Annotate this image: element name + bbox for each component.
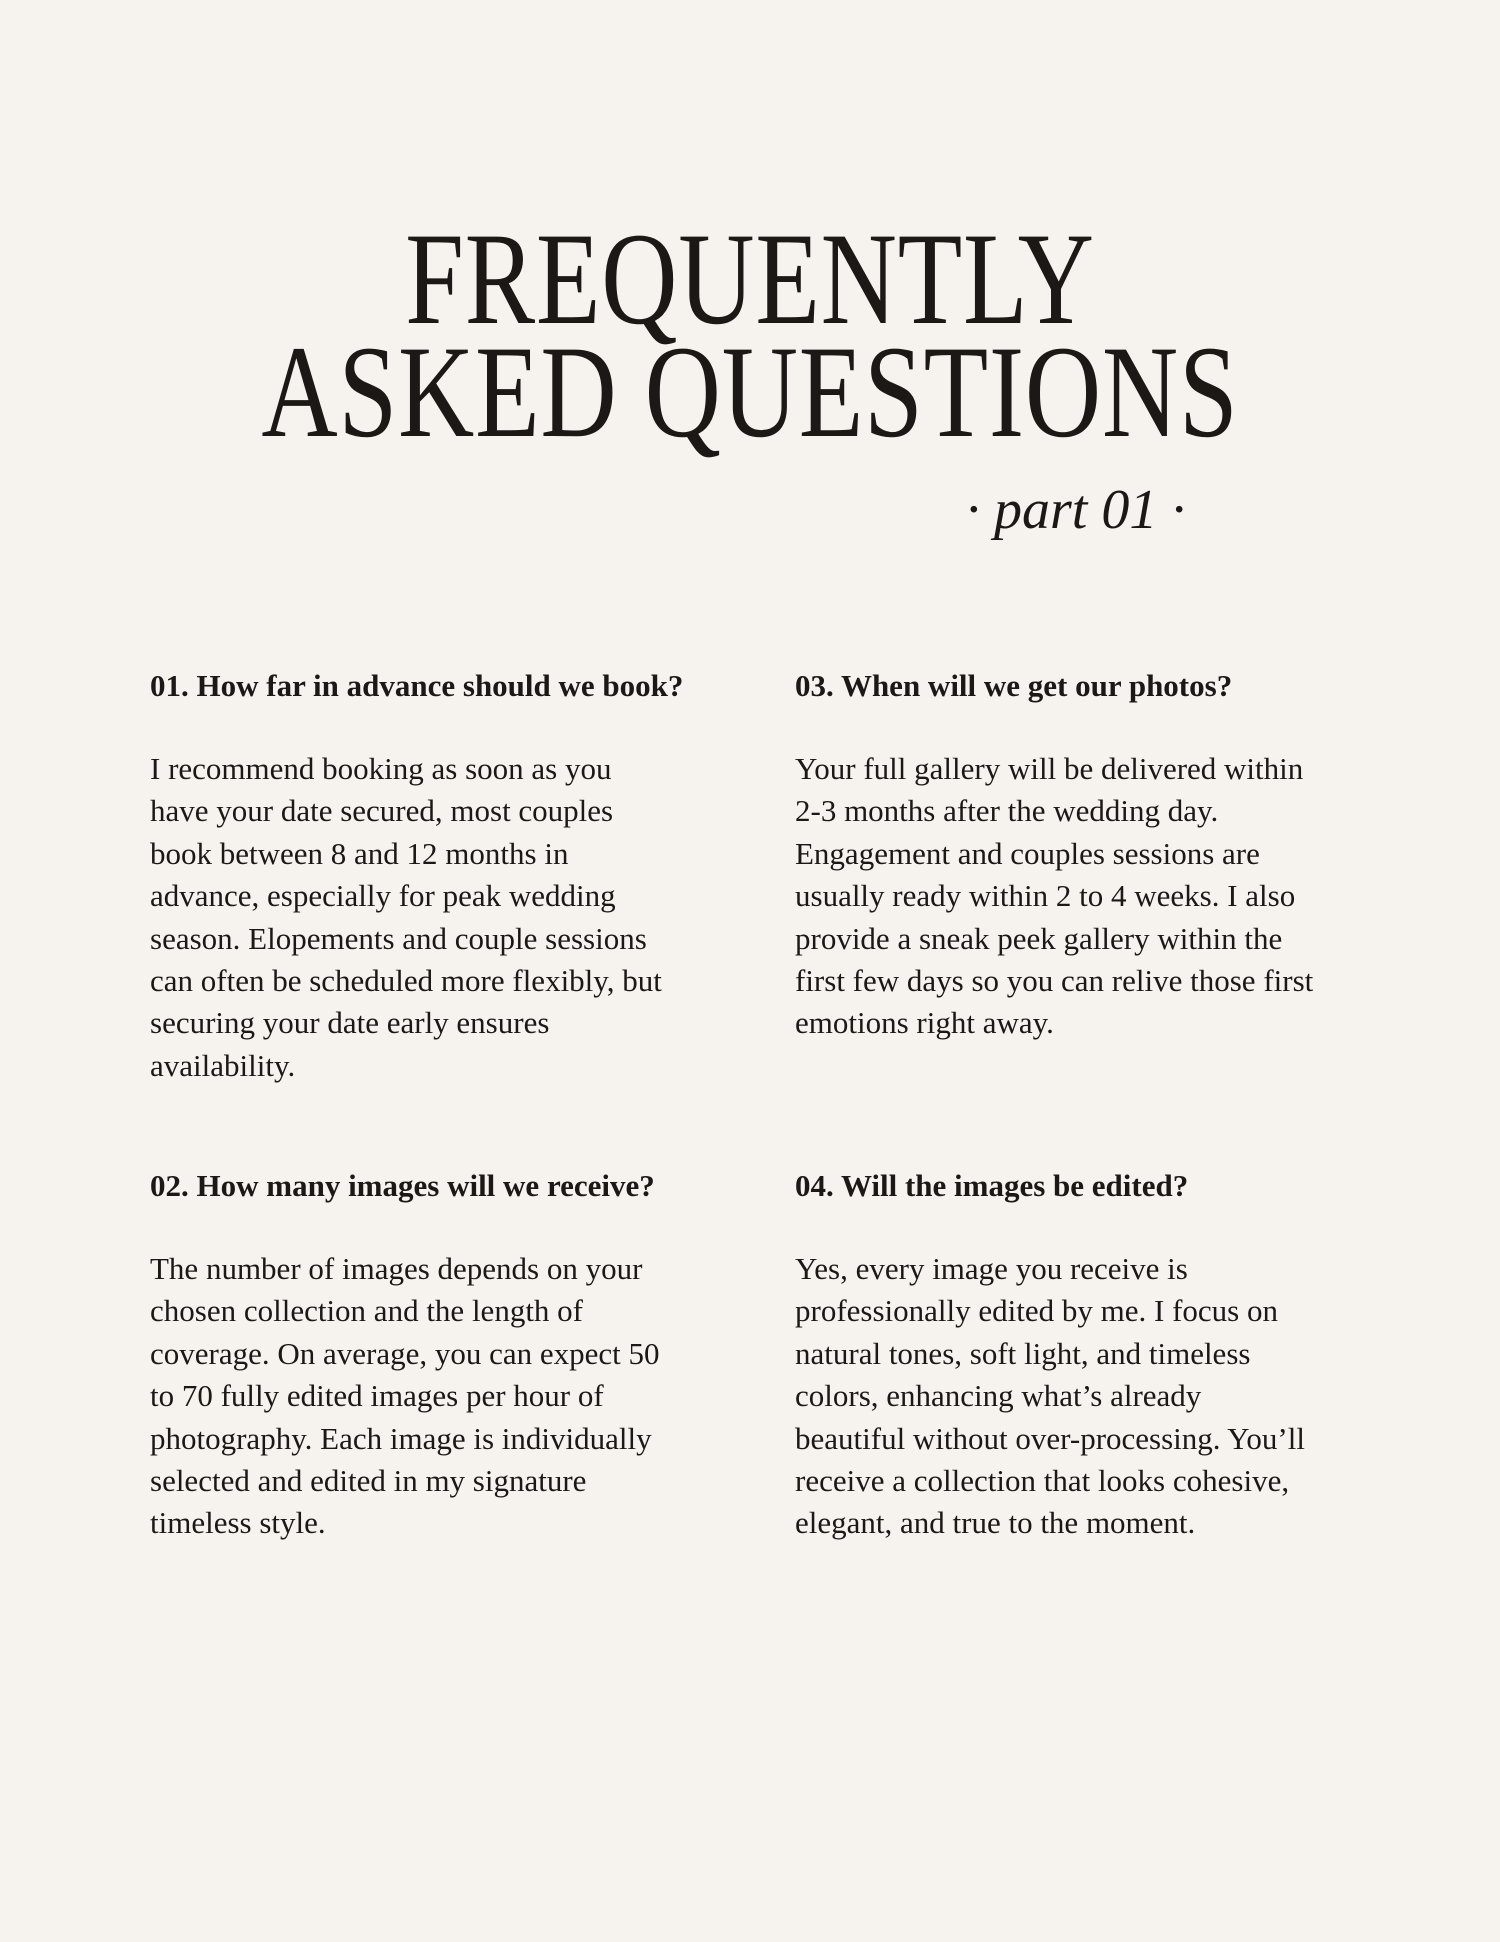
faq-answer (795, 748, 1375, 1045)
faq-answer (150, 748, 730, 1087)
answer-line: selected and edited in my signature (150, 1463, 587, 1499)
answer-line: The number of images depends on your (150, 1251, 643, 1286)
faq-item-3 (795, 666, 1375, 1045)
faq-item-1 (150, 666, 730, 1087)
faq-item-4 (795, 1166, 1375, 1545)
answer-line: photography. Each image is individually (150, 1420, 652, 1456)
answer-line: season. Elopements and couple sessions (150, 920, 647, 956)
faq-question: 02. How many images will we receive? (150, 1168, 655, 1203)
answer-line: securing your date early ensures (150, 1005, 550, 1041)
answer-line: availability. (150, 1047, 296, 1083)
page-title (0, 205, 1500, 465)
answer-line: usually ready within 2 to 4 weeks. I also (795, 878, 1296, 914)
faq-answer (150, 1248, 730, 1545)
answer-line: coverage. On average, you can expect 50 (150, 1335, 660, 1371)
answer-line: natural tones, soft light, and timeless (795, 1335, 1251, 1371)
faq-question: 04. Will the images be edited? (795, 1168, 1189, 1203)
answer-line: Your full gallery will be delivered within (795, 751, 1304, 786)
answer-line: Engagement and couples sessions are (795, 835, 1260, 871)
answer-line: first few days so you can relive those first (795, 963, 1314, 999)
answer-line: provide a sneak peek gallery within the (795, 920, 1283, 956)
answer-line: Yes, every image you receive is (795, 1251, 1188, 1286)
answer-line: chosen collection and the length of (150, 1293, 584, 1329)
answer-line: have your date secured, most couples (150, 793, 614, 829)
title-line-1: FREQUENTLY (405, 205, 1095, 352)
faq-answer (795, 1248, 1375, 1545)
answer-line: advance, especially for peak wedding (150, 878, 616, 914)
answer-line: elegant, and true to the moment. (795, 1505, 1196, 1541)
answer-line: receive a collection that looks cohesive, (795, 1463, 1290, 1499)
title-line-2: ASKED QUESTIONS (261, 318, 1239, 465)
answer-line: beautiful without over-processing. You’ll (795, 1420, 1305, 1456)
answer-line: colors, enhancing what’s already (795, 1378, 1202, 1414)
answer-line: to 70 fully edited images per hour of (150, 1378, 604, 1414)
faq-question: 01. How far in advance should we book? (150, 668, 684, 703)
faq-question: 03. When will we get our photos? (795, 668, 1233, 703)
answer-line: can often be scheduled more flexibly, but (150, 963, 662, 999)
answer-line: book between 8 and 12 months in (150, 835, 569, 871)
answer-line: 2-3 months after the wedding day. (795, 793, 1219, 829)
answer-line: timeless style. (150, 1505, 326, 1541)
page-subtitle: · part 01 · (966, 479, 1186, 541)
answer-line: I recommend booking as soon as you (150, 751, 612, 786)
faq-item-2 (150, 1166, 730, 1545)
answer-line: professionally edited by me. I focus on (795, 1293, 1278, 1329)
answer-line: emotions right away. (795, 1005, 1054, 1041)
